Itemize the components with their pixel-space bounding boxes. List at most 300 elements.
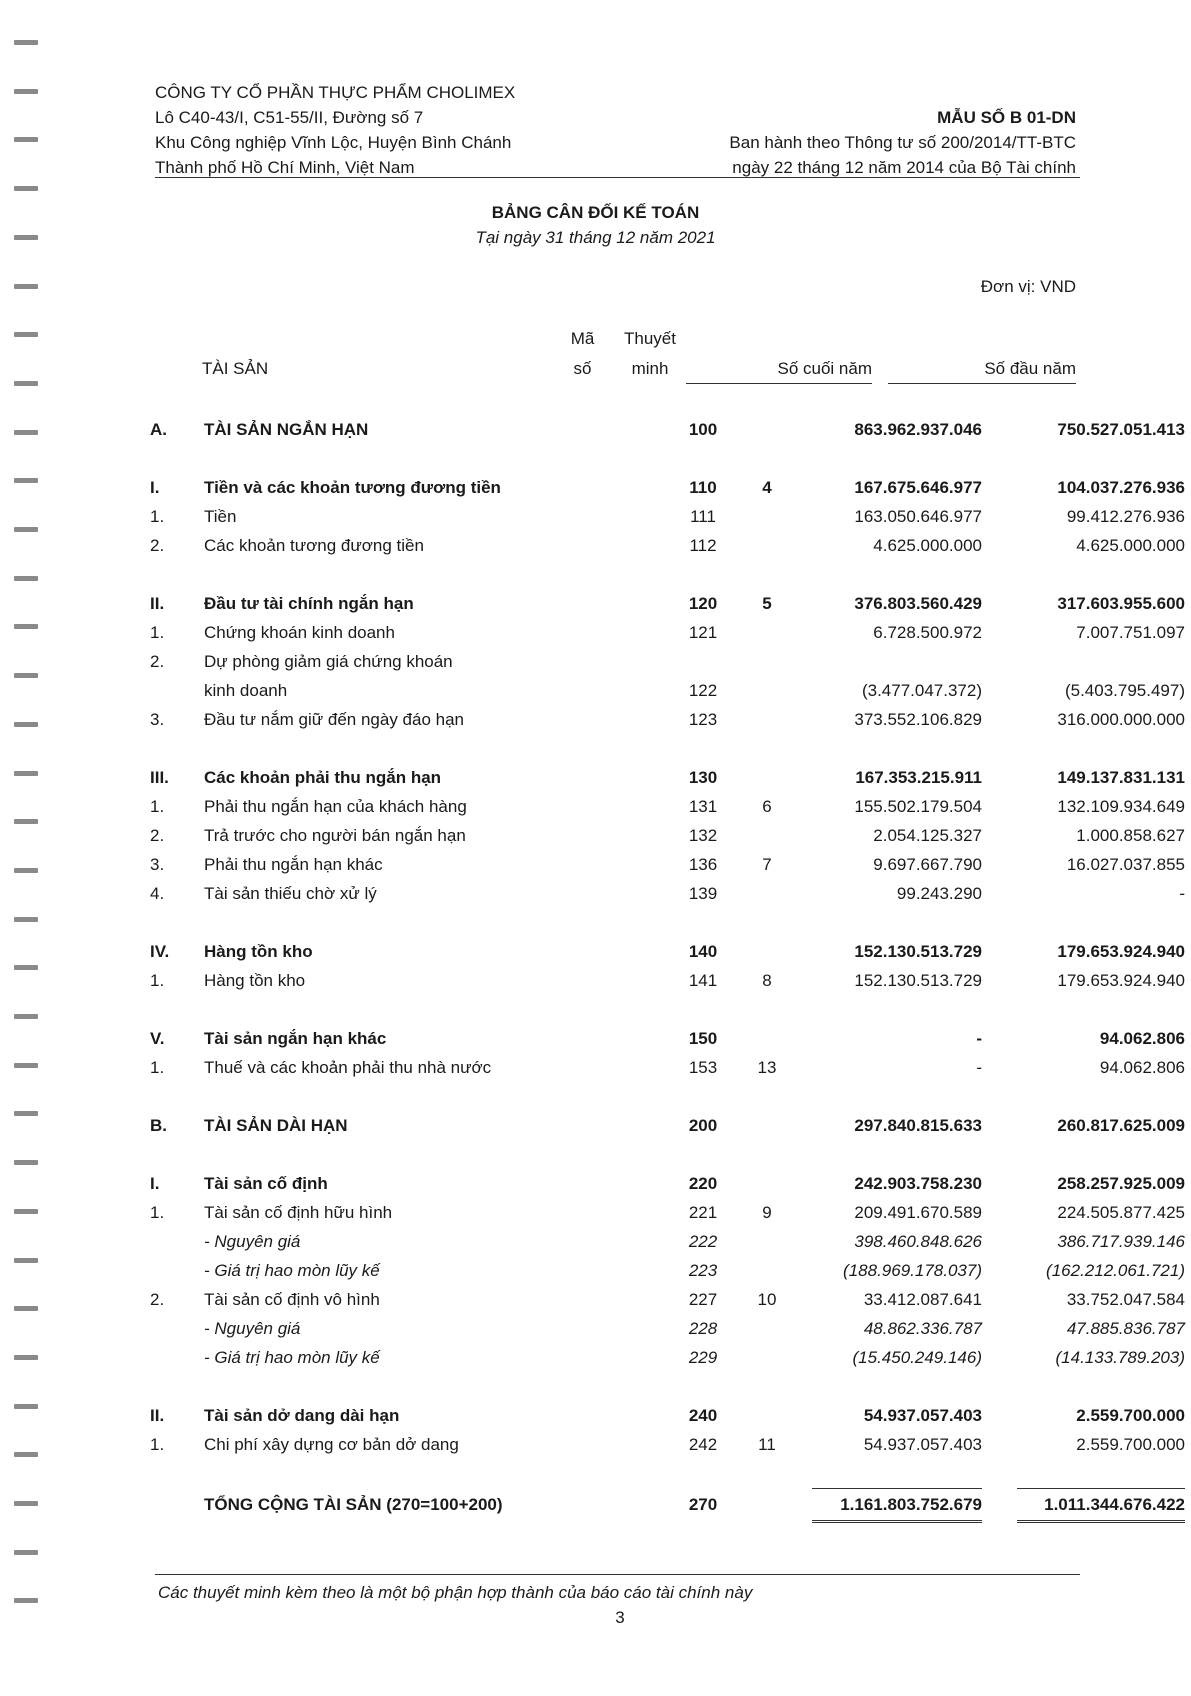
balance-sheet-table xyxy=(150,415,1185,1523)
table-row xyxy=(150,1024,1185,1053)
binder-hole xyxy=(14,137,38,142)
row-label: Thuế và các khoản phải thu nhà nước xyxy=(204,1057,492,1077)
row-number xyxy=(150,1489,204,1522)
end-year-header-rule xyxy=(686,383,872,384)
row-note xyxy=(722,705,812,734)
row-note xyxy=(722,879,812,908)
row-label: Đầu tư nắm giữ đến ngày đáo hạn xyxy=(204,709,464,729)
row-end-year: - xyxy=(976,1028,982,1048)
header-rule xyxy=(155,177,1080,178)
col-header-assets: TÀI SẢN xyxy=(202,359,269,378)
row-label: Chứng khoán kinh doanh xyxy=(204,622,395,642)
row-code: 220 xyxy=(688,1173,718,1193)
cell xyxy=(722,1372,812,1401)
row-note xyxy=(722,531,812,560)
document-subtitle: Tại ngày 31 tháng 12 năm 2021 xyxy=(475,228,716,247)
row-begin-year: 2.559.700.000 xyxy=(1076,1405,1185,1425)
col-header-code-2: số xyxy=(573,359,592,378)
cell xyxy=(982,850,1017,879)
row-number: 2. xyxy=(150,535,165,555)
row-label: kinh doanh xyxy=(204,680,288,700)
binder-hole xyxy=(14,284,38,289)
row-note xyxy=(722,1111,812,1140)
row-begin-year: 1.000.858.627 xyxy=(1076,825,1185,845)
col-header-note-2: minh xyxy=(631,359,669,378)
cell xyxy=(812,1459,982,1489)
cell xyxy=(684,1372,722,1401)
cell xyxy=(982,502,1017,531)
row-label: Tài sản ngắn hạn khác xyxy=(204,1028,387,1048)
row-note xyxy=(722,618,812,647)
cell xyxy=(812,1372,982,1401)
row-number: 1. xyxy=(150,1434,165,1454)
row-end-year: 48.862.336.787 xyxy=(863,1318,982,1338)
cell xyxy=(982,618,1017,647)
row-end-year: 4.625.000.000 xyxy=(873,535,982,555)
form-info xyxy=(729,105,1076,180)
table-row xyxy=(150,705,1185,734)
cell xyxy=(204,908,684,937)
row-label: Các khoản phải thu ngắn hạn xyxy=(204,767,442,787)
row-end-year: 99.243.290 xyxy=(896,883,982,903)
row-begin-year: (5.403.795.497) xyxy=(1064,680,1185,700)
cell xyxy=(204,1082,684,1111)
binder-hole xyxy=(14,40,38,45)
row-begin-year: (162.212.061.721) xyxy=(1046,1260,1185,1280)
row-code: 110 xyxy=(689,477,717,497)
binder-hole xyxy=(14,1160,38,1165)
cell xyxy=(982,1111,1017,1140)
row-code: 223 xyxy=(688,1260,718,1280)
cell xyxy=(982,734,1017,763)
cell xyxy=(684,1459,722,1489)
cell xyxy=(812,444,982,473)
cell xyxy=(982,1489,1017,1522)
row-note xyxy=(722,1314,812,1343)
cell xyxy=(982,937,1017,966)
row-begin-year: 386.717.939.146 xyxy=(1057,1231,1185,1251)
cell xyxy=(1017,734,1185,763)
row-number: 2. xyxy=(150,1289,165,1309)
binder-hole xyxy=(14,527,38,532)
row-begin-year: 224.505.877.425 xyxy=(1057,1202,1185,1222)
page-number: 3 xyxy=(615,1608,625,1627)
binder-hole xyxy=(14,722,38,727)
row-begin-year: 4.625.000.000 xyxy=(1076,535,1185,555)
table-row xyxy=(150,1198,1185,1227)
table-row xyxy=(150,1111,1185,1140)
cell xyxy=(982,415,1017,444)
row-code: 100 xyxy=(688,419,718,439)
cell xyxy=(982,560,1017,589)
binder-hole xyxy=(14,673,38,678)
cell xyxy=(982,1169,1017,1198)
row-number: B. xyxy=(150,1115,167,1135)
row-end-year: 297.840.815.633 xyxy=(854,1115,982,1135)
row-end-year: 373.552.106.829 xyxy=(854,709,982,729)
row-note xyxy=(722,1024,812,1053)
cell xyxy=(150,560,204,589)
row-code: 270 xyxy=(688,1495,718,1514)
row-number: IV. xyxy=(150,941,170,961)
begin-year-header-rule xyxy=(888,383,1076,384)
row-note xyxy=(722,1343,812,1372)
row-note xyxy=(722,1169,812,1198)
row-note: 13 xyxy=(757,1057,777,1077)
row-code: 130 xyxy=(688,767,718,787)
row-end-year: 398.460.848.626 xyxy=(854,1231,982,1251)
cell xyxy=(982,1256,1017,1285)
row-code: 139 xyxy=(688,883,718,903)
row-note: 8 xyxy=(762,970,772,990)
row-label: Hàng tồn kho xyxy=(204,941,313,961)
table-row xyxy=(150,792,1185,821)
cell xyxy=(150,444,204,473)
cell xyxy=(684,560,722,589)
row-note xyxy=(722,1256,812,1285)
binder-hole xyxy=(14,917,38,922)
cell xyxy=(684,444,722,473)
row-end-year: 376.803.560.429 xyxy=(854,593,982,613)
cell xyxy=(982,1459,1017,1489)
cell xyxy=(812,908,982,937)
binder-hole xyxy=(14,1501,38,1506)
footer-rule xyxy=(155,1574,1080,1575)
cell xyxy=(812,1140,982,1169)
row-begin-year: 260.817.625.009 xyxy=(1057,1115,1185,1135)
binder-hole xyxy=(14,1355,38,1360)
currency-unit: Đơn vị: VND xyxy=(980,277,1076,296)
company-name: CÔNG TY CỔ PHẦN THỰC PHẨM CHOLIMEX xyxy=(155,83,516,102)
footer-note: Các thuyết minh kèm theo là một bộ phận hợp thành của báo cáo tài chính này xyxy=(158,1583,753,1602)
cell xyxy=(982,1227,1017,1256)
cell xyxy=(1017,1082,1185,1111)
row-note: 7 xyxy=(762,854,772,874)
row-code: 200 xyxy=(688,1115,718,1135)
cell xyxy=(812,995,982,1024)
row-end-year: 9.697.667.790 xyxy=(873,854,982,874)
row-code: 120 xyxy=(688,593,718,613)
row-code: 229 xyxy=(688,1347,718,1367)
cell xyxy=(204,734,684,763)
row-note xyxy=(722,415,812,444)
row-number: 1. xyxy=(150,622,165,642)
table-row xyxy=(150,1053,1185,1082)
binder-hole xyxy=(14,1598,38,1603)
cell xyxy=(722,995,812,1024)
row-note: 10 xyxy=(757,1289,777,1309)
row-label: Tài sản cố định hữu hình xyxy=(204,1202,393,1222)
row-note: 9 xyxy=(762,1202,772,1222)
row-begin-year: 149.137.831.131 xyxy=(1057,767,1185,787)
row-end-year: 54.937.057.403 xyxy=(863,1405,982,1425)
cell xyxy=(684,908,722,937)
row-code: 141 xyxy=(688,970,718,990)
table-row xyxy=(150,676,1185,705)
cell xyxy=(982,966,1017,995)
cell xyxy=(722,1459,812,1489)
document-title: BẢNG CÂN ĐỐI KẾ TOÁN xyxy=(491,203,700,222)
cell xyxy=(204,560,684,589)
row-note: 4 xyxy=(762,477,772,497)
table-row xyxy=(150,966,1185,995)
row-note xyxy=(722,647,812,676)
table-row xyxy=(150,1401,1185,1430)
address-line-3: Thành phố Hồ Chí Minh, Việt Nam xyxy=(155,158,415,177)
row-begin-year: (14.133.789.203) xyxy=(1055,1347,1185,1367)
spacer-row xyxy=(150,908,1185,937)
row-number: 2. xyxy=(150,651,165,671)
cell xyxy=(204,1459,684,1489)
binder-hole xyxy=(14,89,38,94)
cell xyxy=(204,444,684,473)
table-row xyxy=(150,502,1185,531)
cell xyxy=(982,1140,1017,1169)
cell xyxy=(982,1053,1017,1082)
row-number xyxy=(150,1227,204,1256)
row-number: 2. xyxy=(150,825,165,845)
cell xyxy=(684,1140,722,1169)
row-number: 3. xyxy=(150,709,165,729)
row-label: Phải thu ngắn hạn của khách hàng xyxy=(204,796,467,816)
cell xyxy=(982,531,1017,560)
row-label: Tài sản thiếu chờ xử lý xyxy=(204,883,377,903)
row-number: V. xyxy=(150,1028,165,1048)
binder-hole xyxy=(14,1209,38,1214)
spacer-row xyxy=(150,560,1185,589)
cell xyxy=(982,995,1017,1024)
form-number: MẪU SỐ B 01-DN xyxy=(937,108,1076,127)
cell xyxy=(982,1401,1017,1430)
row-note xyxy=(722,1489,812,1522)
table-row xyxy=(150,1314,1185,1343)
row-number: II. xyxy=(150,593,165,613)
row-number: 1. xyxy=(150,506,165,526)
row-label: TÀI SẢN DÀI HẠN xyxy=(204,1115,348,1135)
row-number xyxy=(150,1314,204,1343)
spacer-row xyxy=(150,1372,1185,1401)
row-label: - Nguyên giá xyxy=(204,1318,301,1338)
cell xyxy=(982,705,1017,734)
row-number: I. xyxy=(150,477,160,497)
cell xyxy=(982,589,1017,618)
form-reference-1: Ban hành theo Thông tư số 200/2014/TT-BTC xyxy=(729,133,1076,152)
row-begin-year: 179.653.924.940 xyxy=(1057,970,1185,990)
row-begin-year: 316.000.000.000 xyxy=(1057,709,1185,729)
row-number: 1. xyxy=(150,796,165,816)
row-begin-year: 16.027.037.855 xyxy=(1066,854,1185,874)
table-row xyxy=(150,1285,1185,1314)
row-code: 121 xyxy=(688,622,718,642)
row-label: Tài sản cố định xyxy=(204,1173,328,1193)
cell xyxy=(204,1372,684,1401)
row-note xyxy=(722,1227,812,1256)
row-label: Tài sản dở dang dài hạn xyxy=(204,1405,400,1425)
row-code: 153 xyxy=(688,1057,718,1077)
row-number: 1. xyxy=(150,1057,165,1077)
table-row xyxy=(150,589,1185,618)
cell xyxy=(982,1314,1017,1343)
row-code: 227 xyxy=(688,1289,718,1309)
row-label: Phải thu ngắn hạn khác xyxy=(204,854,383,874)
row-label: - Giá trị hao mòn lũy kế xyxy=(204,1260,380,1280)
row-begin-year: 317.603.955.600 xyxy=(1057,593,1185,613)
col-header-code-1: Mã xyxy=(570,329,595,348)
row-begin-year: 2.559.700.000 xyxy=(1076,1434,1185,1454)
row-number xyxy=(150,1256,204,1285)
cell xyxy=(722,1082,812,1111)
cell xyxy=(982,1198,1017,1227)
cell xyxy=(1017,1372,1185,1401)
row-code: 240 xyxy=(688,1405,718,1425)
table-row xyxy=(150,879,1185,908)
table-row xyxy=(150,647,1185,676)
row-end-year: 209.491.670.589 xyxy=(854,1202,982,1222)
binder-hole xyxy=(14,576,38,581)
cell xyxy=(204,1140,684,1169)
row-number xyxy=(150,1343,204,1372)
spacer-row xyxy=(150,995,1185,1024)
row-end-year: 33.412.087.641 xyxy=(863,1289,982,1309)
row-end-year: 167.353.215.911 xyxy=(855,767,982,787)
spacer-row xyxy=(150,1459,1185,1489)
cell xyxy=(684,1082,722,1111)
binder-hole xyxy=(14,771,38,776)
row-code xyxy=(684,647,722,676)
cell xyxy=(982,444,1017,473)
row-number: 4. xyxy=(150,883,165,903)
cell xyxy=(150,1140,204,1169)
row-number xyxy=(150,676,204,705)
spacer-row xyxy=(150,444,1185,473)
col-header-note-1: Thuyết xyxy=(624,329,676,348)
binder-hole xyxy=(14,186,38,191)
table-row xyxy=(150,1489,1185,1522)
row-label: - Nguyên giá xyxy=(204,1231,301,1251)
cell xyxy=(812,734,982,763)
row-code: 222 xyxy=(688,1231,718,1251)
row-end-year: 6.728.500.972 xyxy=(873,622,982,642)
row-number: 1. xyxy=(150,1202,165,1222)
cell xyxy=(982,1024,1017,1053)
row-end-year: 54.937.057.403 xyxy=(863,1434,982,1454)
row-note: 6 xyxy=(762,796,772,816)
cell xyxy=(982,879,1017,908)
row-code: 242 xyxy=(688,1434,718,1454)
cell xyxy=(982,473,1017,502)
cell xyxy=(150,995,204,1024)
row-label: Dự phòng giảm giá chứng khoán xyxy=(204,651,453,671)
binder-hole xyxy=(14,430,38,435)
binder-hole xyxy=(14,1404,38,1409)
cell xyxy=(982,908,1017,937)
row-begin-year: 47.885.836.787 xyxy=(1066,1318,1185,1338)
table-row xyxy=(150,937,1185,966)
row-end-year: (15.450.249.146) xyxy=(852,1347,982,1367)
binder-hole xyxy=(14,1258,38,1263)
row-end-year: 163.050.646.977 xyxy=(854,506,982,526)
address-line-1: Lô C40-43/I, C51-55/II, Đường số 7 xyxy=(155,108,424,127)
table-row xyxy=(150,850,1185,879)
cell xyxy=(204,995,684,1024)
company-info xyxy=(155,80,515,180)
row-number: III. xyxy=(150,767,169,787)
row-begin-year: - xyxy=(1179,883,1185,903)
row-code: 112 xyxy=(689,535,717,555)
cell xyxy=(150,908,204,937)
binder-hole xyxy=(14,332,38,337)
table-row xyxy=(150,1169,1185,1198)
row-number: 3. xyxy=(150,854,165,874)
row-note: 11 xyxy=(758,1434,776,1454)
binder-hole xyxy=(14,478,38,483)
table-row xyxy=(150,821,1185,850)
row-begin-year: 1.011.344.676.422 xyxy=(1017,1489,1185,1522)
cell xyxy=(722,560,812,589)
cell xyxy=(982,821,1017,850)
row-label: Các khoản tương đương tiền xyxy=(204,535,424,555)
row-code: 221 xyxy=(688,1202,718,1222)
table-row xyxy=(150,531,1185,560)
table-row xyxy=(150,1430,1185,1459)
row-label: Đầu tư tài chính ngắn hạn xyxy=(204,593,414,613)
binder-hole xyxy=(14,1063,38,1068)
table-row xyxy=(150,473,1185,502)
row-begin-year: 33.752.047.584 xyxy=(1066,1289,1185,1309)
binder-hole xyxy=(14,868,38,873)
row-end-year: 155.502.179.504 xyxy=(854,796,982,816)
row-end-year: 2.054.125.327 xyxy=(873,825,982,845)
cell xyxy=(150,734,204,763)
binder-hole xyxy=(14,381,38,386)
row-label: Tiền xyxy=(204,506,237,526)
cell xyxy=(982,647,1017,676)
col-header-end-year: Số cuối năm xyxy=(777,359,872,378)
spacer-row xyxy=(150,734,1185,763)
cell xyxy=(982,792,1017,821)
table-row xyxy=(150,1227,1185,1256)
row-label: Trả trước cho người bán ngắn hạn xyxy=(204,825,466,845)
row-end-year: 167.675.646.977 xyxy=(854,477,982,497)
cell xyxy=(1017,995,1185,1024)
row-number: I. xyxy=(150,1173,160,1193)
cell xyxy=(982,1343,1017,1372)
row-code: 150 xyxy=(688,1028,718,1048)
row-code: 111 xyxy=(690,506,716,526)
row-code: 140 xyxy=(688,941,718,961)
cell xyxy=(982,1285,1017,1314)
cell xyxy=(982,1082,1017,1111)
cell xyxy=(722,1140,812,1169)
binder-hole xyxy=(14,1111,38,1116)
row-note xyxy=(722,821,812,850)
cell xyxy=(150,1372,204,1401)
row-begin-year: 750.527.051.413 xyxy=(1057,419,1185,439)
row-label: Tài sản cố định vô hình xyxy=(204,1289,380,1309)
table-row xyxy=(150,1343,1185,1372)
row-label: Tiền và các khoản tương đương tiền xyxy=(204,477,501,497)
cell xyxy=(982,763,1017,792)
cell xyxy=(684,734,722,763)
cell xyxy=(982,676,1017,705)
binder-hole xyxy=(14,819,38,824)
row-end-year xyxy=(812,647,982,676)
row-code: 122 xyxy=(688,680,718,700)
cell xyxy=(812,1082,982,1111)
binder-hole xyxy=(14,1306,38,1311)
row-end-year: - xyxy=(976,1057,982,1077)
cell xyxy=(1017,444,1185,473)
